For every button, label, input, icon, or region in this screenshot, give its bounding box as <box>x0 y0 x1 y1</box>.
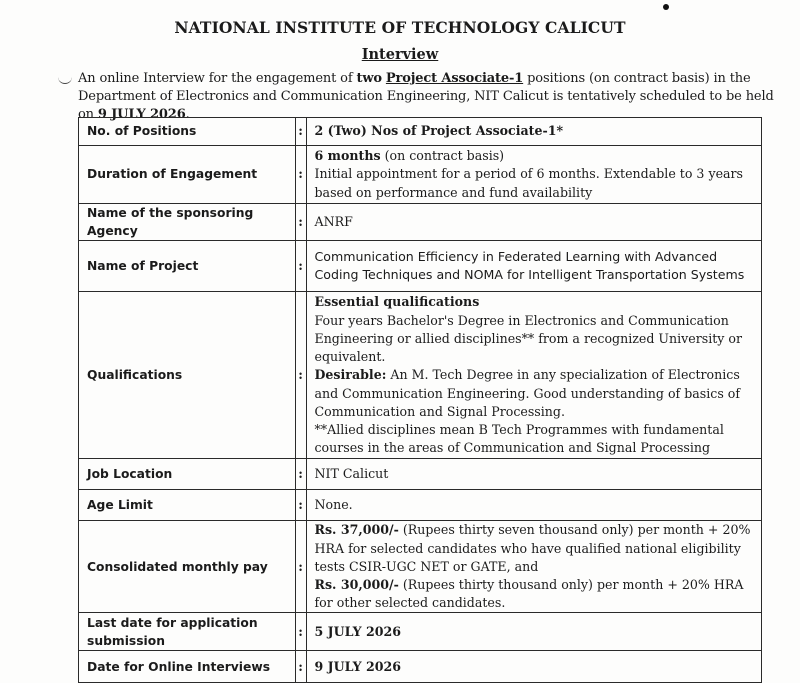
intro-text-3: positions (on contract basis) in the Department of Electronics and Communication Engineering, NIT Calicut is tentatively scheduled to be held on <box>78 71 774 122</box>
row-interview-date <box>79 651 762 683</box>
label-pay: Consolidated monthly pay <box>79 521 296 613</box>
value-pay <box>306 521 762 613</box>
allied-note: **Allied disciplines mean B Tech Programmes with fundamental courses in the areas of Communication and Signal Processing <box>314 421 724 456</box>
row-duration <box>79 146 762 204</box>
label-positions: No. of Positions <box>79 118 296 146</box>
duration-detail: Initial appointment for a period of 6 months. Extendable to 3 years based on performance and fund availability <box>314 166 744 200</box>
intro-position: Project Associate-1 <box>385 71 524 86</box>
row-positions <box>79 118 762 146</box>
label-duration: Duration of Engagement <box>79 146 296 204</box>
pay-amount-1: Rs. 37,000/- <box>314 522 399 538</box>
value-location: NIT Calicut <box>306 459 762 490</box>
value-agency: ANRF <box>306 204 762 241</box>
row-age <box>79 490 762 521</box>
colon: : <box>295 613 306 651</box>
row-location <box>79 459 762 490</box>
intro-text-4: . <box>185 107 190 122</box>
colon: : <box>295 490 306 521</box>
row-agency <box>79 204 762 241</box>
label-project: Name of Project <box>79 241 296 292</box>
value-positions: 2 (Two) Nos of Project Associate-1* <box>306 118 762 146</box>
essential-heading: Essential qualifications <box>314 294 480 310</box>
pen-mark <box>58 76 72 84</box>
duration-bold: 6 months <box>314 148 381 164</box>
label-age: Age Limit <box>79 490 296 521</box>
page-subtitle: Interview <box>361 46 439 63</box>
value-interview-date: 9 JULY 2026 <box>306 651 762 683</box>
colon: : <box>295 651 306 683</box>
colon: : <box>295 241 306 292</box>
desirable-text: An M. Tech Degree in any specialization of Electronics and Communication Engineering. Good understanding of basics of Communication and Signal Processing. <box>314 367 741 419</box>
colon: : <box>295 521 306 613</box>
colon: : <box>295 118 306 146</box>
duration-rest: (on contract basis) <box>380 148 505 164</box>
label-location: Job Location <box>79 459 296 490</box>
desirable-heading: Desirable: <box>314 367 387 383</box>
details-table <box>78 117 762 683</box>
essential-text: Four years Bachelor's Degree in Electronics and Communication Engineering or allied disciplines** from a recognized University or equivalent. <box>314 312 743 365</box>
label-qualifications: Qualifications <box>79 292 296 459</box>
pay-text-1: (Rupees thirty seven thousand only) per month + 20% HRA for selected candidates who have qualified national eligibility tests CSIR-UGC NET or GATE, and <box>314 522 751 574</box>
intro-date: 9 JULY 2026 <box>97 107 186 122</box>
speck-mark <box>663 4 669 10</box>
value-project: Communication Efficiency in Federated Learning with Advanced Coding Techniques and NOMA for Intelligent Transportation Systems <box>306 241 762 292</box>
row-qualifications <box>79 292 762 459</box>
row-pay <box>79 521 762 613</box>
colon: : <box>295 204 306 241</box>
value-age: None. <box>306 490 762 521</box>
intro-text-1: An online Interview for the engagement of <box>78 71 357 86</box>
pay-amount-2: Rs. 30,000/- <box>314 577 399 593</box>
intro-paragraph <box>78 70 778 124</box>
label-agency: Name of the sponsoring Agency <box>79 204 296 241</box>
row-last-date <box>79 613 762 651</box>
label-interview-date: Date for Online Interviews <box>79 651 296 683</box>
intro-count: two <box>356 71 382 86</box>
institute-title: NATIONAL INSTITUTE OF TECHNOLOGY CALICUT <box>174 18 626 37</box>
value-last-date: 5 JULY 2026 <box>306 613 762 651</box>
row-project <box>79 241 762 292</box>
pay-text-2: (Rupees thirty thousand only) per month + 20% HRA for other selected candidates. <box>314 577 744 611</box>
colon: : <box>295 292 306 459</box>
value-duration <box>306 146 762 204</box>
colon: : <box>295 459 306 490</box>
colon: : <box>295 146 306 204</box>
value-qualifications <box>306 292 762 459</box>
label-last-date: Last date for application submission <box>79 613 296 651</box>
